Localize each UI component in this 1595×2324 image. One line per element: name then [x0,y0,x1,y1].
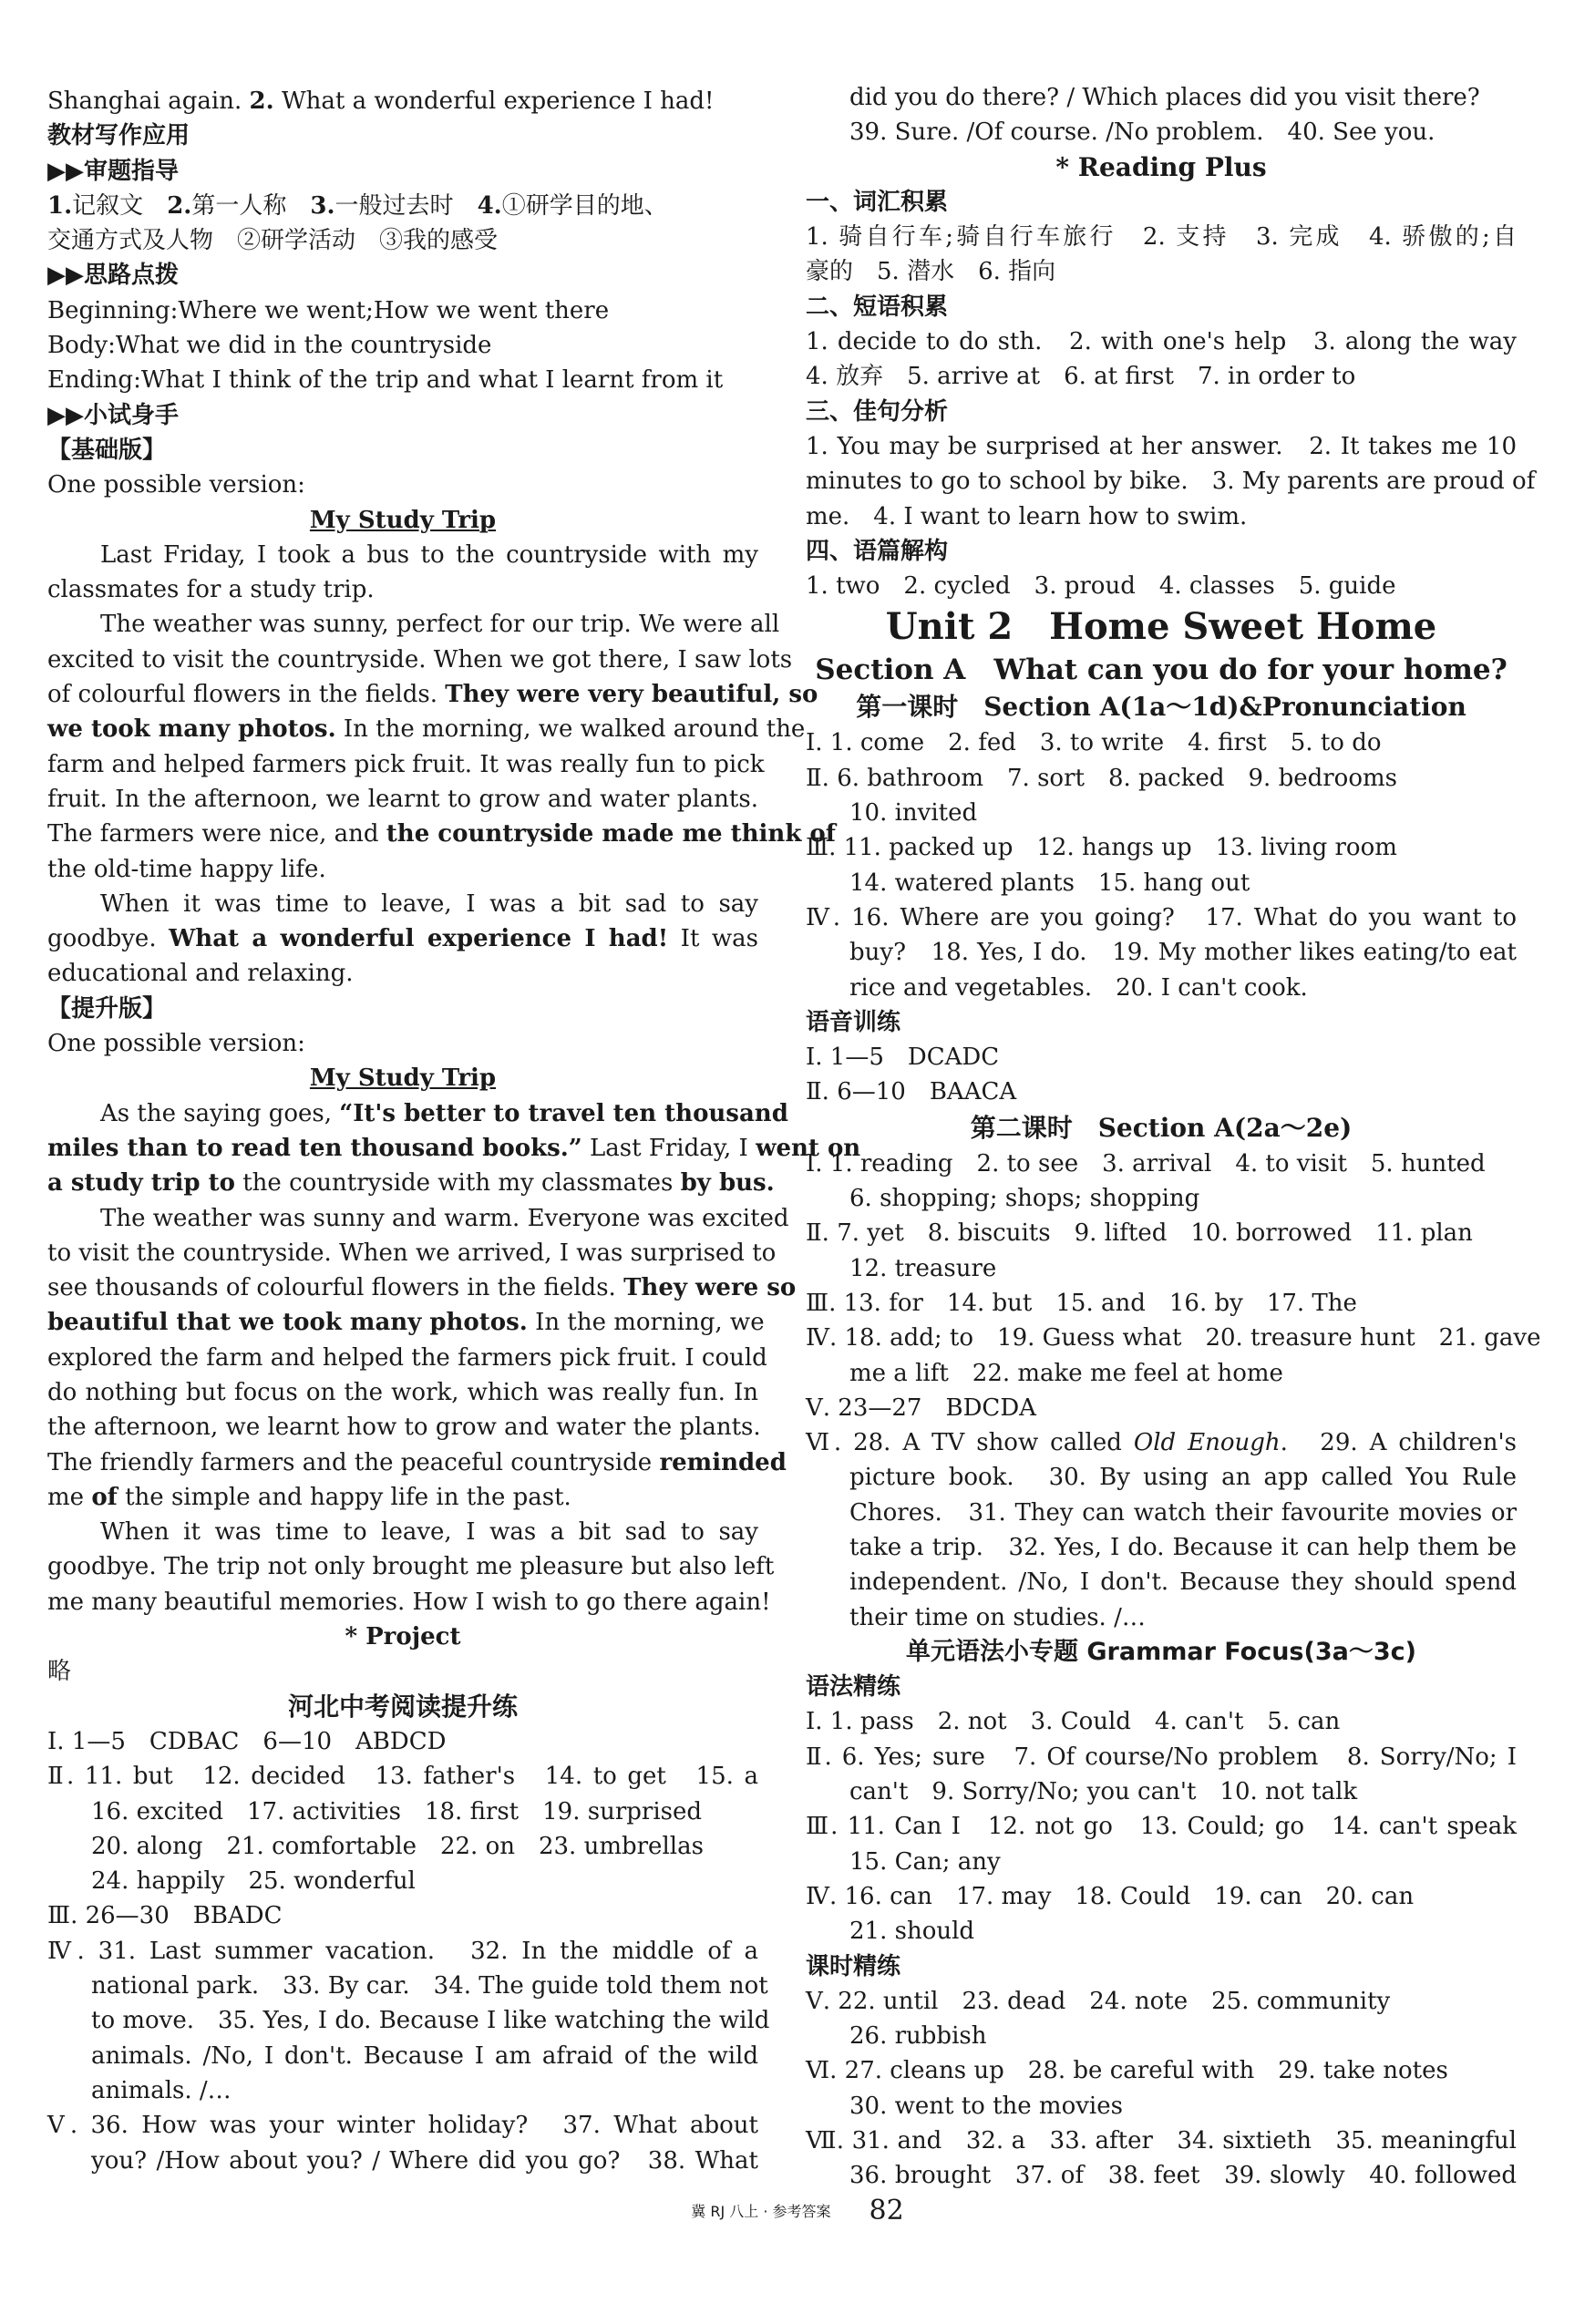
essay-line: When it was time to leave, I was a bit sad to say [100,1518,758,1547]
footer-label: 冀 RJ 八上 · 参考答案 [691,2203,831,2220]
answer-line: national park. 33. By car. 34. The guide told them not [91,1972,768,2000]
text-line: Beginning:Where we went;How we went there [47,296,610,324]
section-heading-writing: 教材写作应用 [47,122,190,150]
answer-line: Ⅴ. 36. How was your winter holiday? 37. What about [47,2112,758,2140]
sentence-heading: 三、佳句分析 [806,397,949,426]
lesson-title: 第一课时 Section A(1a～1d)&Pronunciation [856,692,1466,723]
essay-line: farm and helped farmers pick fruit. It was really fun to pick [47,750,765,778]
answer-line: 30. went to the movies [849,2092,1123,2120]
answer-line: Ⅱ. 7. yet 8. biscuits 9. lifted 10. borrowed 11. plan [806,1219,1473,1248]
essay-line: see thousands of colourful flowers in the fields. They were so [47,1274,797,1302]
text-line: One possible version: [47,1030,305,1058]
answer-line: 豪的 5. 潜水 6. 指向 [806,258,1056,286]
essay-title: My Study Trip [309,506,497,534]
answer-line: take a trip. 32. Yes, I do. Because it can help them be [849,1533,1517,1561]
answer-line: independent. /No, I don't. Because they should spend [849,1568,1517,1597]
essay-line: we took many photos. In the morning, we walked around the [47,715,806,744]
answer-line: Ⅵ. 27. cleans up 28. be careful with 29. take notes [806,2057,1448,2085]
answer-line: buy? 18. Yes, I do. 19. My mother likes eating/to eat [849,939,1517,967]
answer-line: Ⅳ. 18. add; to 19. Guess what 20. treasure hunt 21. gave [806,1324,1541,1352]
answer-line: Ⅲ. 26—30 BBADC [47,1902,283,1930]
answer-line: 12. treasure [849,1254,997,1282]
essay-line: of colourful flowers in the fields. They were very beautiful, so [47,681,818,709]
answer-line: did you do there? / Which places did you visit there? [849,84,1480,111]
essay-line: educational and relaxing. [47,960,354,988]
answer-line: 1. decide to do sth. 2. with one's help 3. along the way [806,328,1517,356]
text-line: Shanghai again. 2. What a wonderful experience I had! [47,87,715,115]
text-line: One possible version: [47,471,305,499]
label-basic-version: 【基础版】 [47,436,167,464]
answer-line: Ⅲ. 11. packed up 12. hangs up 13. living room [806,834,1397,862]
essay-line: me many beautiful memories. How I wish to go there again! [47,1588,771,1616]
answer-line: Ⅴ. 23—27 BDCDA [806,1393,1036,1422]
answer-line: Ⅰ. 1—5 CDBAC 6—10 ABDCD [47,1727,447,1755]
subheading-try: ▶▶小试身手 [47,401,179,429]
answer-line: 15. Can; any [849,1847,1001,1876]
essay-line: The weather was sunny and warm. Everyone was excited [100,1204,789,1232]
label-advanced-version: 【提升版】 [47,994,167,1023]
reading-plus-heading: * Reading Plus [1055,151,1267,182]
essay-line: miles than to read ten thousand books.” Last Friday, I went on [47,1134,861,1162]
answer-line: 1. You may be surprised at her answer. 2. It takes me 10 [806,432,1517,460]
essay-line: excited to visit the countryside. When we got there, I saw lots [47,645,793,674]
answer-line: Ⅱ. 6. Yes; sure 7. Of course/No problem 8. Sorry/No; I [806,1743,1517,1771]
text-line: Ending:What I think of the trip and what I learnt from it [47,366,724,395]
hebei-heading: 河北中考阅读提升练 [287,1691,518,1722]
answer-line: their time on studies. /… [849,1603,1146,1631]
text-line: Body:What we did in the countryside [47,332,492,360]
essay-line: classmates for a study trip. [47,576,375,604]
answer-line: Ⅱ. 6. bathroom 7. sort 8. packed 9. bedrooms [806,764,1397,792]
grammar-heading: 单元语法小专题 Grammar Focus(3a～3c) [906,1637,1416,1666]
answer-line: Ⅶ. 31. and 32. a 33. after 34. sixtieth 35. meaningful [806,2127,1517,2155]
answer-line: 20. along 21. comfortable 22. on 23. umbrellas [91,1832,704,1860]
essay-line: a study trip to the countryside with my classmates by bus. [47,1169,775,1198]
answer-line: Ⅲ. 13. for 14. but 15. and 16. by 17. The [806,1289,1357,1317]
lesson-title: 第二课时 Section A(2a～2e) [970,1112,1353,1143]
answer-line: me a lift 22. make me feel at home [849,1359,1283,1387]
essay-line: goodbye. The trip not only brought me pleasure but also left [47,1553,775,1581]
answer-line: can't 9. Sorry/No; you can't 10. not talk [849,1778,1358,1806]
answer-line: 1. 骑自行车;骑自行车旅行 2. 支持 3. 完成 4. 骄傲的;自 [806,223,1517,252]
answer-line: Ⅰ. 1. pass 2. not 3. Could 4. can't 5. can [806,1708,1341,1736]
answer-line: Ⅰ. 1. reading 2. to see 3. arrival 4. to visit 5. hunted [806,1149,1486,1177]
answer-line: Ⅴ. 22. until 23. dead 24. note 25. community [806,1987,1391,2015]
answer-line: Ⅳ. 16. Where are you going? 17. What do you want to [806,903,1517,931]
answer-line: Chores. 31. They can watch their favourite movies or [849,1498,1517,1527]
answer-line: to move. 35. Yes, I do. Because I like watching the wild [91,2007,770,2035]
answer-line: 36. brought 37. of 38. feet 39. slowly 40. followed [849,2162,1517,2190]
vocab-heading: 一、词汇积累 [806,188,949,216]
essay-line: me of the simple and happy life in the past. [47,1483,571,1511]
grammar-practice-heading: 语法精练 [806,1673,901,1702]
answer-line: 4. 放弃 5. arrive at 6. at first 7. in order to [806,363,1356,391]
phrase-heading: 二、短语积累 [806,293,949,321]
answer-line: Ⅳ. 16. can 17. may 18. Could 19. can 20. can [806,1882,1415,1910]
answer-line: Ⅲ. 11. Can I 12. not go 13. Could; go 14. can't speak [806,1813,1517,1841]
answer-line: Ⅵ. 28. A TV show called Old Enough. 29. A children's [806,1429,1517,1457]
answer-line: Ⅳ. 31. Last summer vacation. 32. In the middle of a [47,1937,758,1965]
essay-line: the old-time happy life. [47,855,326,883]
right-column [806,80,1541,2194]
answer-line: 1. two 2. cycled 3. proud 4. classes 5. guide [806,572,1396,601]
essay-line: the afternoon, we learnt how to grow and water the plants. [47,1414,761,1442]
answer-line: rice and vegetables. 20. I can't cook. [849,973,1308,1002]
answer-line: 14. watered plants 15. hang out [849,869,1250,897]
essay-title: My Study Trip [309,1064,497,1093]
answer-line: Ⅱ. 11. but 12. decided 13. father's 14. to get 15. a [47,1763,758,1791]
answer-line: 10. invited [849,799,978,828]
section-title: Section A What can you do for your home? [815,653,1508,687]
essay-line: The weather was sunny, perfect for our trip. We were all [100,611,780,639]
answer-line: you? /How about you? / Where did you go? 38. What [91,2146,758,2175]
essay-line: As the saying goes, “It's better to travel ten thousand [100,1099,788,1127]
project-heading: * Project [345,1623,461,1651]
answer-line: 16. excited 17. activities 18. first 19. surprised [91,1797,703,1825]
answer-line: 24. happily 25. wonderful [91,1867,416,1896]
essay-line: to visit the countryside. When we arrived, I was surprised to [47,1239,777,1267]
answer-line: 6. shopping; shops; shopping [849,1185,1200,1213]
discourse-heading: 四、语篇解构 [806,537,949,565]
answer-line: minutes to go to school by bike. 3. My parents are proud of [806,468,1536,496]
essay-line: explored the farm and helped the farmers pick fruit. I could [47,1343,767,1372]
answer-line: 21. should [849,1918,975,1946]
answer-line: 39. Sure. /Of course. /No problem. 40. See you. [849,118,1436,147]
lesson-practice-heading: 课时精练 [806,1952,901,1980]
text-line: 略 [47,1658,72,1686]
text-line: 1.记叙文 2.第一人称 3.一般过去时 4.①研学目的地、 [47,191,668,220]
text-line: 交通方式及人物 ②研学活动 ③我的感受 [47,227,499,255]
subheading-guide: ▶▶审题指导 [47,157,179,185]
essay-line: goodbye. What a wonderful experience I had! It was [47,925,759,953]
essay-line: The farmers were nice, and the countryside made me think of [47,820,836,848]
subheading-idea: ▶▶思路点拨 [47,262,179,290]
answer-line: Ⅰ. 1—5 DCADC [806,1044,1000,1072]
essay-line: fruit. In the afternoon, we learnt to grow and water plants. [47,785,758,813]
answer-line: 26. rubbish [849,2022,987,2051]
answer-line: Ⅱ. 6—10 BAACA [806,1078,1017,1106]
answer-line: picture book. 30. By using an app called You Rule [849,1464,1517,1492]
page-number: 82 [869,2195,904,2226]
unit-title: Unit 2 Home Sweet Home [885,605,1437,649]
essay-line: When it was time to leave, I was a bit sad to say [100,889,758,918]
answer-line: animals. /… [91,2076,232,2104]
essay-line: do nothing but focus on the work, which was really fun. In [47,1378,758,1406]
answer-line: Ⅰ. 1. come 2. fed 3. to write 4. first 5. to do [806,729,1382,757]
essay-line: The friendly farmers and the peaceful countryside reminded [47,1448,787,1476]
phonetics-heading: 语音训练 [806,1008,901,1036]
essay-line: beautiful that we took many photos. In the morning, we [47,1309,765,1337]
essay-line: Last Friday, I took a bus to the countryside with my [100,540,758,569]
answer-line: animals. /No, I don't. Because I am afraid of the wild [91,2041,758,2070]
answer-line: me. 4. I want to learn how to swim. [806,502,1248,530]
page-footer [0,2195,1595,2226]
